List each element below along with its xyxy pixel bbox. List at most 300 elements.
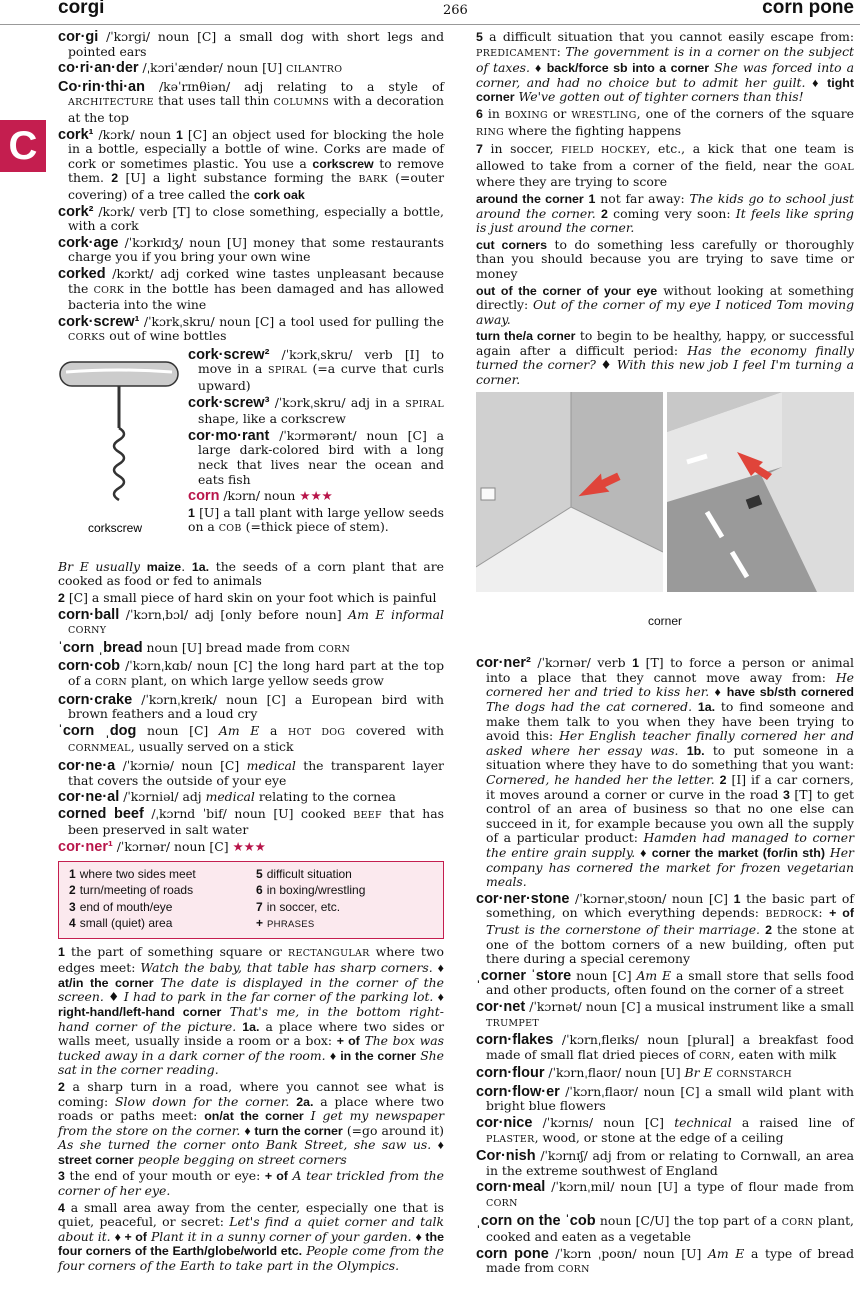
small-caps-term: BOXING (504, 109, 548, 121)
entry-cornish (476, 1149, 854, 1178)
entry-corn-head (188, 489, 444, 504)
definition-text: the transparent layer that covers the outside of your eye (68, 758, 444, 788)
entry-corner-sense-3 (58, 1169, 444, 1198)
phrase-turn-the-corner (476, 329, 854, 387)
corkscrew-caption: corkscrew (88, 520, 143, 535)
example-text: The government is in a corner on the subject of taxes. (476, 43, 854, 76)
definition-text: to remove them. (68, 155, 444, 186)
definition-text: to begin to be healthy, happy, or successful again after a difficult period: (476, 328, 854, 358)
bold-phrase: cut corners (476, 237, 548, 252)
bold-phrase: + of (264, 1169, 288, 1184)
small-caps-term: CORNY (68, 625, 107, 637)
definition-text: a small store that sells food and other products, often found on the corner of a street (486, 967, 854, 998)
example-text: Let's find a quiet corner and talk about it. (58, 1214, 444, 1244)
definition-text: /ˈkɔrnˌfleɪks/ noun [plural] a breakfast food made of small flat dried pieces of (486, 1032, 854, 1062)
definition-text: /ˈkɔrnɪʃ/ adj from or relating to Cornwall, an area in the extreme southwest of England (486, 1148, 854, 1178)
entry-cornbread (58, 641, 444, 658)
sense-menu-item (69, 882, 246, 899)
entry-corn-cont (58, 560, 444, 589)
sense-menu-box (58, 861, 444, 939)
bold-phrase: ♦ at/in the corner (58, 961, 444, 990)
bold-phrase: cork oak (253, 187, 305, 202)
entry-corn-on-the-cob (476, 1214, 854, 1245)
sense-menu-item (256, 866, 433, 883)
sense-menu-number: 2 (69, 883, 76, 898)
definition-text: in (482, 105, 505, 121)
sense-number: 7 (476, 142, 483, 157)
entry-corner-store (476, 969, 854, 998)
headword: corked (58, 265, 106, 282)
example-text: She sat in the corner reading. (58, 1047, 444, 1078)
definition-text: , eaten with milk (730, 1046, 837, 1062)
definition-text: /ˈkɔrn ˌpoʊn/ noun [U] (548, 1245, 708, 1261)
sense-menu-label: in boxing/wrestling (266, 883, 366, 898)
small-caps-term: CORNMEAL (68, 743, 131, 755)
example-text: Her English teacher finally cornered her and asked where her essay was. (486, 728, 854, 758)
small-caps-term: COB (218, 523, 242, 535)
headword: corn·flakes (476, 1032, 554, 1049)
small-caps-term: SPIRAL (268, 365, 307, 377)
example-text: I get my newspaper from the store on the corner. (58, 1108, 444, 1138)
bold-phrase: + of (336, 1034, 360, 1049)
definition-text: in the bottle has been damaged and has allowed bacteria into the wine (68, 280, 444, 313)
sense-menu-number: 5 (256, 866, 263, 881)
entry-corn-sense-2 (58, 591, 444, 606)
small-caps-term: CORK (93, 284, 125, 296)
definition-text: . (181, 558, 192, 574)
definition-text: a place where two roads or paths meet: (58, 1093, 444, 1124)
small-caps-term: BARK (358, 174, 388, 186)
definition-text: noun [U] bread made from (142, 639, 319, 655)
example-text: ♦ With this new job I feel I'm turning a corner. (476, 357, 854, 388)
entry-corked (58, 267, 444, 313)
sense-menu-label: PHRASES (267, 919, 315, 931)
definition-text: /kɔrkt/ adj corked wine tastes unpleasant because the (68, 265, 444, 296)
corner-caption: corner (647, 613, 682, 628)
definition-text: [C] a small piece of hard skin on your foot which is painful (64, 590, 437, 606)
sense-menu-item (69, 899, 246, 916)
definition-text: plant, cooked and eaten as a vegetable (486, 1212, 854, 1245)
headword: corn pone (476, 1245, 549, 1262)
phrase-out-of-the-corner (476, 284, 854, 328)
definition-text: (=go around it) (342, 1122, 444, 1138)
entry-corner-sense-4 (58, 1201, 444, 1274)
sense-menu-number: 7 (256, 899, 263, 914)
definition-text: (=thick piece of stem). (241, 519, 389, 535)
example-text: ♦ I had to park in the far corner of the parking lot. (108, 989, 434, 1005)
small-caps-term: COLUMNS (273, 97, 330, 109)
definition-text: /ˌkɔrnd ˈbif/ noun [U] cooked (143, 805, 354, 821)
definition-text: a type of bread made from (486, 1245, 855, 1276)
small-caps-term: PLASTER (486, 1133, 535, 1145)
headword: ˈcorn ˌdog (58, 722, 137, 739)
headword: cor·ner·stone (476, 890, 570, 907)
guide-word-left: corgi (58, 0, 105, 18)
definition-text: out of wine bottles (105, 328, 227, 344)
headword: corn·ball (58, 606, 120, 623)
example-text: Br E usually (58, 558, 141, 574)
sense-number: 1 (733, 891, 741, 906)
sense-number: 1a. (191, 559, 210, 574)
sense-number: 1 (188, 505, 195, 520)
entry-corner-sense-7 (476, 142, 854, 190)
sense-number: 2 (58, 591, 65, 606)
entry-corner-2 (476, 656, 854, 890)
definition-text: /ˈkɔrnˌflaʊr/ noun [U] (544, 1065, 685, 1081)
sense-menu-number: 6 (256, 883, 263, 898)
sense-menu-label: difficult situation (266, 866, 352, 881)
bold-phrase: corkscrew (312, 156, 374, 171)
example-text: She was forced into a corner, and had no choice but to admit her guilt. (476, 60, 854, 90)
example-text: Her company has cornered the market for frozen vegetarian meals. (486, 844, 854, 890)
definition-text: a raised line of (731, 1115, 855, 1131)
entry-corkscrew-2 (188, 348, 444, 394)
left-column (58, 30, 444, 1276)
sense-number: 2 (600, 206, 608, 221)
definition-text: /ˈkɔrnər/ noun [C] (112, 838, 233, 854)
phrase-cut-corners (476, 238, 854, 282)
definition-text: without looking at something directly: (476, 282, 854, 313)
definition-text: : (818, 905, 830, 921)
letter-tab: C (0, 120, 46, 172)
definition-text (154, 975, 161, 990)
small-caps-term: PREDICAMENT (476, 47, 557, 59)
bold-phrase: ♦ street corner (58, 1138, 444, 1167)
definition-text: a sharp turn in a road, where you cannot see what is coming: (58, 1078, 444, 1109)
definition-text: /ˈkɔrnˌmil/ noun [U] a type of flour made from (545, 1179, 854, 1195)
definition-text: in soccer, (482, 141, 562, 157)
entry-corner-1-head (58, 840, 444, 855)
definition-text: [C] an object used for blocking the hole in a bottle, especially a bottle of wine. Corks are made of cork or sometimes plastic. You use a (68, 126, 444, 171)
corkscrew-figure-block (58, 348, 444, 560)
small-caps-term: ARCHITECTURE (68, 97, 154, 109)
headword: cor·nice (476, 1115, 533, 1132)
definition-text: [T] to get control of an area of business so that no one else can succeed in it, for example because you own all the supply of a particular product: (486, 786, 854, 846)
headword: ˌcorner ˈstore (476, 967, 572, 984)
definition-text: /kɔrn/ noun (219, 488, 300, 504)
headword: cor·ner² (476, 655, 531, 672)
headword: ˌcorn on the ˈcob (476, 1212, 596, 1229)
headword: ˈcorn ˌbread (58, 639, 143, 656)
definition-text: covered with (345, 722, 445, 738)
definition-text: /ˌkɔriˈændər/ noun [U] (138, 60, 287, 76)
sense-number: 3 (58, 1169, 65, 1184)
headword: cork·screw¹ (58, 313, 140, 330)
definition-text: where they are trying to score (476, 174, 668, 190)
example-text: Has the economy finally turned the corner? (476, 342, 854, 373)
entry-cornflower (476, 1085, 854, 1114)
definition-text (221, 1004, 229, 1019)
entry-corner-sense-5 (476, 30, 854, 105)
definition-text: , etc., a kick that one team is allowed to take from a corner of the field, near the (476, 141, 854, 173)
example-text: The dogs had the cat cornered. (486, 699, 693, 715)
small-caps-term: CORN (699, 1050, 731, 1062)
headword: cork·screw³ (188, 394, 270, 411)
definition-text: where two edges meet: (58, 943, 444, 976)
headword: cor·ne·a (58, 758, 116, 774)
sense-menu-number: 4 (69, 916, 76, 931)
sense-number: 1 (632, 656, 640, 671)
definition-text: a difficult situation that you cannot easily escape from: (482, 29, 854, 44)
small-caps-term: CORN (781, 1216, 814, 1228)
definition-text: [U] a tall plant with large yellow seeds on a (188, 504, 444, 535)
definition-text: /ˈkɔrnˌflaʊr/ noun [C] a small wild plant with bright blue flowers (486, 1083, 854, 1114)
entry-corkscrew-3 (188, 396, 444, 427)
headword: cork¹ (58, 126, 94, 143)
sense-number: 2 (765, 922, 772, 937)
definition-text: plant, on which large yellow seeds grow (127, 673, 384, 689)
sense-menu-number: 1 (69, 866, 76, 881)
sense-number: 6 (476, 106, 483, 121)
definition-text: to find someone and make them talk to you when they have been trying to avoid this: (486, 699, 854, 744)
bold-phrase: + of (829, 906, 855, 921)
bold-phrase: ♦ corner the market (for/in sth) (640, 845, 826, 860)
headword: corn·crake (58, 691, 133, 708)
definition-text: the stone at one of the bottom corners of a new building, often put there during a special ceremony (486, 921, 854, 967)
guide-word-right: corn pone (762, 0, 854, 18)
entry-cornea (58, 759, 444, 788)
sense-number: 5 (476, 30, 483, 44)
entry-coriander (58, 61, 444, 78)
sense-menu-label: where two sides meet (79, 866, 196, 881)
example-text: He cornered her and tried to kiss her. (486, 669, 854, 700)
small-caps-term: CORN (95, 677, 128, 689)
entry-cornet (476, 1000, 854, 1031)
definition-text: noun [C] (571, 967, 637, 983)
street-corner-image (667, 392, 854, 592)
definition-text: /ˈkɔrnˌkreɪk/ noun [C] a European bird with brown feathers and a loud cry (68, 691, 444, 722)
headword: Cor·nish (476, 1148, 536, 1165)
example-text: That's me, in the bottom right-hand corner of the picture. (58, 1003, 444, 1034)
corner-illustration (476, 392, 854, 612)
entry-corncob (58, 659, 444, 690)
definition-text: /ˈkɔrkˌskru/ verb [I] to move in a (198, 346, 444, 377)
example-text: We've gotten out of tighter corners than this! (518, 89, 804, 105)
entry-corner-sense-2 (58, 1080, 444, 1168)
definition-text: /ˈkɔrmərənt/ noun [C] a large dark-colored bird with a long neck that lives near the ocean and eats fish (198, 427, 444, 487)
definition-text: /ˈkɔrkɪdʒ/ noun [U] money that some restaurants charge you if you bring your own wine (68, 234, 444, 265)
definition-text: (=a curve that curls upward) (198, 361, 444, 394)
headword: cork·age (58, 234, 119, 251)
headword-red: corn (188, 488, 220, 505)
page-number: 266 (443, 3, 468, 18)
small-caps-term: CORN (318, 643, 351, 655)
small-caps-term: HOT DOG (288, 726, 346, 738)
example-text: Slow down for the corner. (115, 1093, 290, 1109)
definition-text: /ˈkɔrnˌkɑb/ noun [C] the long hard part at the top of a (68, 658, 444, 689)
entry-corncrake (58, 693, 444, 722)
definition-text: the end of your mouth or eye: (64, 1168, 265, 1184)
sense-number: 2 (58, 1079, 65, 1094)
sense-number: 1 (176, 127, 183, 142)
sense-number: 1 (58, 944, 65, 959)
example-text: medical (205, 789, 255, 805)
definition-text: that has been preserved in salt water (68, 805, 445, 838)
example-text: The kids go to school just around the corner. (476, 190, 854, 221)
entry-corndog (58, 724, 444, 757)
definition-text: the part of something square or (64, 943, 289, 959)
entry-corn-sense-1 (188, 506, 444, 537)
sense-number: 1 (588, 191, 596, 206)
definition-text: [I] if a car corners, it moves around a corner or curve in the road (486, 772, 854, 802)
example-text: Watch the baby, that table has sharp corners. (140, 960, 433, 976)
definition-text: with a decoration at the top (68, 93, 444, 125)
definition-text: /ˈkɔrgi/ noun [C] a small dog with short legs and pointed ears (68, 29, 444, 59)
definition-text: a (259, 722, 289, 738)
definition-text: /kəˈrɪnθiən/ adj relating to a style of (144, 78, 444, 94)
example-text: It feels like spring is just around the corner. (476, 205, 854, 236)
entry-corner-sense-1 (58, 945, 444, 1078)
example-text: People come from the four corners of the Earth to take part in the Olympics. (58, 1243, 444, 1274)
definition-text: not far away: (595, 190, 690, 206)
small-caps-term: CILANTRO (286, 64, 343, 76)
definition-text: /ˈkɔrnˌbɔl/ adj [only before noun] (119, 606, 349, 622)
small-caps-term: CORNSTARCH (716, 1069, 792, 1081)
example-text: Out of the corner of my eye I noticed Tom moving away. (476, 297, 855, 327)
definition-text (304, 1108, 311, 1123)
headword: cork² (58, 203, 94, 220)
sense-menu-label: in soccer, etc. (266, 899, 341, 914)
example-text: Am E (707, 1245, 745, 1261)
sense-menu-item (256, 915, 433, 934)
frequency-stars: ★★★ (299, 488, 333, 504)
definition-text: /kɔrk/ noun (93, 126, 177, 142)
sense-menu-number: 3 (69, 899, 76, 914)
entry-cornflakes (476, 1033, 854, 1064)
entry-cork-1 (58, 128, 444, 203)
bold-phrase: on/at the corner (204, 1109, 304, 1124)
example-text: Trust is the cornerstone of their marriage. (486, 921, 760, 937)
phrase-around-the-corner (476, 192, 854, 236)
sense-number: 4 (58, 1200, 65, 1215)
small-caps-term: SPIRAL (405, 398, 444, 410)
entry-corned-beef (58, 807, 444, 838)
definition-text: that uses tall thin (153, 93, 274, 109)
definition-text: the basic part of something, on which everything depends: (486, 890, 854, 921)
headword: corned beef (58, 805, 144, 822)
sense-number: 3 (782, 787, 790, 802)
entry-corneal (58, 790, 444, 805)
headword: corn·meal (476, 1179, 546, 1196)
entry-corn-pone (476, 1247, 854, 1278)
bold-phrase: ♦ in the corner (329, 1048, 416, 1063)
definition-text: (=outer covering) of a tree called the (68, 170, 444, 202)
definition-text: to put someone in a situation where they have to do something that you want: (486, 742, 854, 773)
definition-text: /ˈkɔrnɪs/ noun [C] (532, 1115, 675, 1131)
sense-number: 2a. (296, 1094, 314, 1109)
headword: cor·mo·rant (188, 427, 270, 444)
example-text: medical (246, 758, 296, 773)
definition-text: coming very soon: (607, 205, 736, 221)
definition-text: [T] to force a person or animal into a place that they cannot move away from: (486, 655, 854, 685)
headword: co·ri·an·der (58, 60, 139, 77)
definition-text: , one of the corners of the square (636, 105, 854, 121)
example-text: As she turned the corner onto Bank Street, she saw us. (58, 1137, 432, 1153)
small-caps-term: GOAL (824, 161, 854, 173)
definition-text: shape, like a corkscrew (198, 411, 346, 427)
headword-red: cor·ner¹ (58, 838, 113, 855)
bold-phrase: ♦ back/force sb into a corner (534, 61, 710, 76)
sense-menu-item (69, 866, 246, 883)
small-caps-term: BEEF (353, 809, 382, 821)
example-text: people begging on street corners (137, 1151, 347, 1167)
definition-text: /ˈkɔrniəl/ adj (119, 789, 206, 805)
right-column (476, 30, 854, 1280)
small-caps-term: RING (476, 126, 505, 138)
entry-cork-2 (58, 205, 444, 234)
room-corner-image (476, 392, 663, 592)
bold-phrase: ♦ the four corners of the Earth/globe/world etc. (58, 1229, 444, 1259)
example-text: Br E (684, 1065, 713, 1081)
sense-menu-label: end of mouth/eye (79, 899, 173, 914)
example-text: Am E informal (348, 606, 444, 622)
definition-text: a small area away from the center, especially one that is quiet, peaceful, or secret: (58, 1199, 444, 1230)
definition-text: /ˈkɔrkˌskru/ adj in a (269, 394, 406, 410)
example-text: Cornered, he handed her the letter. (486, 772, 715, 787)
sense-menu-item (69, 915, 246, 934)
example-text: A tear trickled from the corner of her eye. (58, 1168, 444, 1199)
entry-corinthian (58, 80, 444, 126)
corkscrew-side-text (188, 348, 444, 537)
bold-phrase: ♦ have sb/sth cornered (714, 685, 854, 700)
example-text: Plant it in a sunny corner of your garden. (150, 1228, 412, 1244)
entry-cornerstone (476, 892, 854, 967)
definition-text: /kɔrk/ verb [T] to close something, especially a bottle, with a cork (68, 203, 444, 234)
sense-menu-label: turn/meeting of roads (79, 883, 194, 898)
definition-text: a place where two sides or walls meet, usually inside a room or a box: (58, 1018, 444, 1049)
entry-cormorant (188, 429, 444, 487)
definition-text: relating to the cornea (254, 789, 396, 805)
bold-phrase: ♦ tight corner (476, 75, 854, 105)
headword: cor·gi (58, 29, 99, 45)
entry-corner-sense-6 (476, 107, 854, 140)
bold-phrase: ♦ turn the corner (244, 1123, 343, 1138)
example-text: Am E (218, 722, 260, 738)
frequency-stars: ★★★ (232, 838, 266, 854)
definition-text: noun [C] (136, 722, 219, 738)
sense-menu-label: small (quiet) area (79, 916, 173, 931)
definition-text: the seeds of a corn plant that are cooked as food or fed to animals (58, 558, 444, 589)
entry-cornflour (476, 1066, 854, 1083)
sense-number: 2 (719, 773, 727, 787)
definition-text: to do something less carefully or thoroughly than you should because you are trying to save time or money (476, 236, 854, 281)
bold-phrase: maize (146, 559, 182, 574)
small-caps-term: CORN (486, 1198, 518, 1210)
definition-text: noun [C/U] the top part of a (595, 1212, 782, 1228)
bold-phrase: turn the/a corner (476, 329, 576, 344)
definition-text (679, 743, 687, 758)
headword: corn·cob (58, 658, 121, 675)
sense-number: 1b. (686, 743, 705, 758)
entry-cornice (476, 1116, 854, 1147)
entry-corkage (58, 236, 444, 265)
definition-text (140, 559, 147, 574)
definition-text: /ˈkɔrnər/ verb (530, 655, 633, 671)
definition-text: /ˈkɔrniə/ noun [C] (115, 758, 247, 773)
entry-cornball (58, 608, 444, 639)
definition-text: , wood, or stone at the edge of a ceiling (534, 1129, 784, 1145)
definition-text: /ˈkɔrnət/ noun [C] a musical instrument like a small (525, 998, 854, 1014)
small-caps-term: RECTANGULAR (288, 947, 370, 959)
sense-number: 2 (111, 171, 119, 186)
headword: cor·ne·al (58, 789, 120, 806)
example-text: Hamden had managed to corner the entire grain supply. (486, 830, 855, 860)
entry-cornmeal (476, 1180, 854, 1211)
bold-phrase: around the corner (476, 191, 584, 206)
definition-text: /ˈkɔrnərˌstoʊn/ noun [C] (569, 890, 734, 906)
definition-text: or (547, 105, 572, 121)
small-caps-term: TRUMPET (486, 1017, 539, 1029)
